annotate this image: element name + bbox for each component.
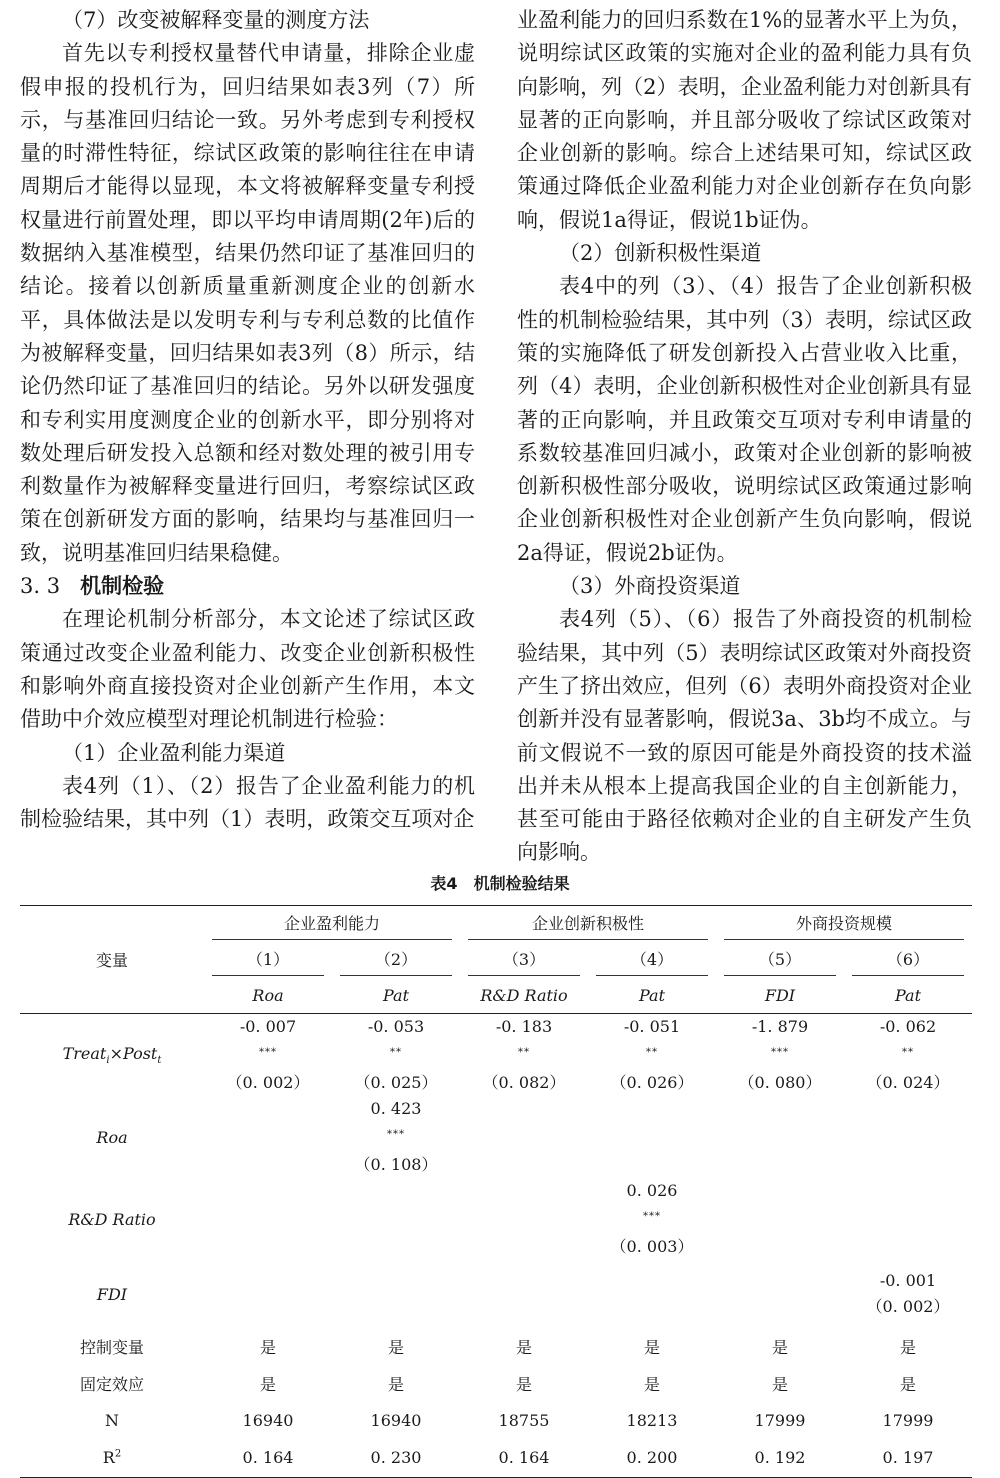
right-text-column — [517, 4, 972, 870]
row-label-controls: 控制变量 — [79, 1338, 144, 1357]
dependent-variable: FDI — [764, 985, 796, 1005]
col-number: （1） — [204, 941, 332, 978]
paragraph: 表4中的列（3）、（4）报告了企业创新积极性的机制检验结果，其中列（3）表明，综试区政策的实施降低了研发创新投入占营业收入比重，列（4）表明，企业创新积极性对企业创新具有显著的正向影响，并且政策交互项对专利申请量的系数较基准回归减小，政策对企业创新的影响被创新积极性部分吸收，说明综试区政策通过影响企业创新积极性对企业创新产生负向影响，假说2a得证，假说2b证伪。 — [517, 274, 972, 565]
coef-cell — [716, 1178, 844, 1260]
coef-cell — [204, 1096, 332, 1178]
coef-cell: -0. 183 ** （0. 082） — [482, 1017, 566, 1092]
group-header: 企业创新积极性 — [460, 906, 716, 941]
col-number: （4） — [588, 941, 716, 978]
table-title: 机制检验结果 — [473, 874, 570, 893]
group-header: 企业盈利能力 — [204, 906, 460, 941]
row-label-roa: Roa — [96, 1127, 128, 1147]
coef-cell — [588, 1260, 716, 1328]
table-number: 表4 — [430, 874, 458, 893]
col-number: （3） — [460, 941, 588, 978]
table-cell: 0. 192 — [754, 1448, 806, 1468]
table-cell: 是 — [387, 1338, 404, 1357]
coef-cell — [204, 1260, 332, 1328]
row-label-n: N — [105, 1411, 119, 1430]
paragraph: 表4列（1）、（2）报告了企业盈利能力的机制检验结果，其中列（1）表明，政策交互项对企 — [20, 773, 475, 832]
table-cell: 是 — [899, 1375, 916, 1394]
coef-cell — [460, 1178, 588, 1260]
coef-cell — [332, 1260, 460, 1328]
coef-cell — [716, 1096, 844, 1178]
var-header: 变量 — [95, 951, 128, 970]
coef-cell — [716, 1260, 844, 1328]
table-cell: 0. 164 — [242, 1448, 294, 1468]
table-cell: 是 — [515, 1375, 532, 1394]
coef-cell: -0. 001 （0. 002） — [866, 1271, 950, 1316]
table-cell: 17999 — [882, 1411, 934, 1430]
table-cell: 是 — [387, 1375, 404, 1394]
table-caption — [0, 871, 1000, 894]
section-heading — [20, 570, 475, 603]
row-label-fixed-effects: 固定效应 — [79, 1375, 144, 1394]
section-title: 机制检验 — [80, 574, 165, 599]
table-cell: 是 — [259, 1375, 276, 1394]
paragraph: 在理论机制分析部分，本文论述了综试区政策通过改变企业盈利能力、改变企业创新积极性和影响外商直接投资对企业创新产生作用，本文借助中介效应模型对理论机制进行检验： — [20, 607, 475, 732]
coef-cell — [204, 1178, 332, 1260]
row-label-r-squared: $R^2$ — [102, 1448, 122, 1468]
dependent-variable: Roa — [252, 985, 284, 1005]
table-cell: 0. 200 — [626, 1448, 678, 1468]
paragraph: 首先以专利授权量替代申请量，排除企业虚假申报的投机行为，回归结果如表3列（7）所示，与基准回归结论一致。另外考虑到专利授权量的时滞性特征，综试区政策的影响往往在申请周期后才能得以显现，本文将被解释变量专利授权量进行前置处理，即以平均申请周期(2年)后的数据纳入基准模型，结果仍然印证了基准回归的结论。接着以创新质量重新测度企业的创新水平，具体做法是以发明专利与专利总数的比值作为被解释变量，回归结果如表3列（8）所示，结论仍然印证了基准回归的结论。另外以研发强度和专利实用度测度企业的创新水平，即分别将对数处理后研发投入总额和经对数处理的被引用专利数量作为被解释变量进行回归，考察综试区政策在创新研发方面的影响，结果均与基准回归一致，说明基准回归结果稳健。 — [20, 41, 475, 565]
row-label-rd-ratio: R&D Ratio — [68, 1209, 156, 1229]
coef-cell: 0. 423 *** （0. 108） — [354, 1099, 438, 1174]
coef-cell — [460, 1260, 588, 1328]
group-header: 外商投资规模 — [716, 906, 972, 941]
coef-cell — [844, 1178, 972, 1260]
subsection-heading-2: （2）创新积极性渠道 — [559, 241, 762, 266]
table-cell: 18213 — [626, 1411, 678, 1430]
coef-cell — [588, 1096, 716, 1178]
coef-cell — [460, 1096, 588, 1178]
table-cell: 0. 164 — [498, 1448, 550, 1468]
col-number: （6） — [844, 941, 972, 978]
subsection-heading-1: （1）企业盈利能力渠道 — [62, 740, 286, 765]
col-number: （2） — [332, 941, 460, 978]
row-label-treat-post: Treat$_i$×Post$_t$ — [62, 1043, 162, 1067]
dependent-variable: Pat — [638, 985, 665, 1005]
coef-cell: -0. 062 ** （0. 024） — [866, 1017, 950, 1092]
row-label-fdi: FDI — [96, 1284, 128, 1304]
table-cell: 16940 — [242, 1411, 294, 1430]
coef-cell — [844, 1096, 972, 1178]
dependent-variable: Pat — [382, 985, 409, 1005]
table-cell: 17999 — [754, 1411, 806, 1430]
table-cell: 16940 — [370, 1411, 422, 1430]
table-cell: 是 — [643, 1375, 660, 1394]
subsection-heading-7: （7）改变被解释变量的测度方法 — [62, 8, 370, 32]
table-cell: 是 — [899, 1338, 916, 1357]
dependent-variable: R&D Ratio — [480, 985, 568, 1005]
table-cell: 是 — [771, 1338, 788, 1357]
table-cell: 是 — [515, 1338, 532, 1357]
results-table — [20, 905, 972, 1478]
coef-cell: -0. 053 ** （0. 025） — [354, 1017, 438, 1092]
table-cell: 是 — [771, 1375, 788, 1394]
coef-cell: -0. 007 *** （0. 002） — [226, 1017, 310, 1092]
coef-cell: -1. 879 *** （0. 080） — [738, 1017, 822, 1092]
table-cell: 18755 — [498, 1411, 550, 1430]
coef-cell: 0. 026 *** （0. 003） — [610, 1181, 694, 1256]
coef-cell: -0. 051 ** （0. 026） — [610, 1017, 694, 1092]
col-number: （5） — [716, 941, 844, 978]
coef-cell — [332, 1178, 460, 1260]
paragraph: 表4列（5）、（6）报告了外商投资的机制检验结果，其中列（5）表明综试区政策对外商投资产生了挤出效应，但列（6）表明外商投资对企业创新并没有显著影响，假说3a、3b均不成立。与前文假说不一致的原因可能是外商投资的技术溢出并未从根本上提高我国企业的自主创新能力，甚至可能由于路径依赖对企业的自主研发产生负向影响。 — [517, 607, 972, 865]
table-cell: 是 — [259, 1338, 276, 1357]
table-cell: 0. 230 — [370, 1448, 422, 1468]
table-cell: 是 — [643, 1338, 660, 1357]
section-number: 3. 3 — [20, 574, 61, 599]
left-text-column — [20, 4, 475, 836]
table-cell: 0. 197 — [882, 1448, 934, 1468]
subsection-heading-3: （3）外商投资渠道 — [559, 574, 741, 599]
paragraph: 业盈利能力的回归系数在1%的显著水平上为负，说明综试区政策的实施对企业的盈利能力具有负向影响，列（2）表明，企业盈利能力对创新具有显著的正向影响，并且部分吸收了综试区政策对企业创新的影响。综合上述结果可知，综试区政策通过降低企业盈利能力对企业创新存在负向影响，假说1a得证，假说1b证伪。 — [517, 8, 972, 232]
dependent-variable: Pat — [894, 985, 921, 1005]
